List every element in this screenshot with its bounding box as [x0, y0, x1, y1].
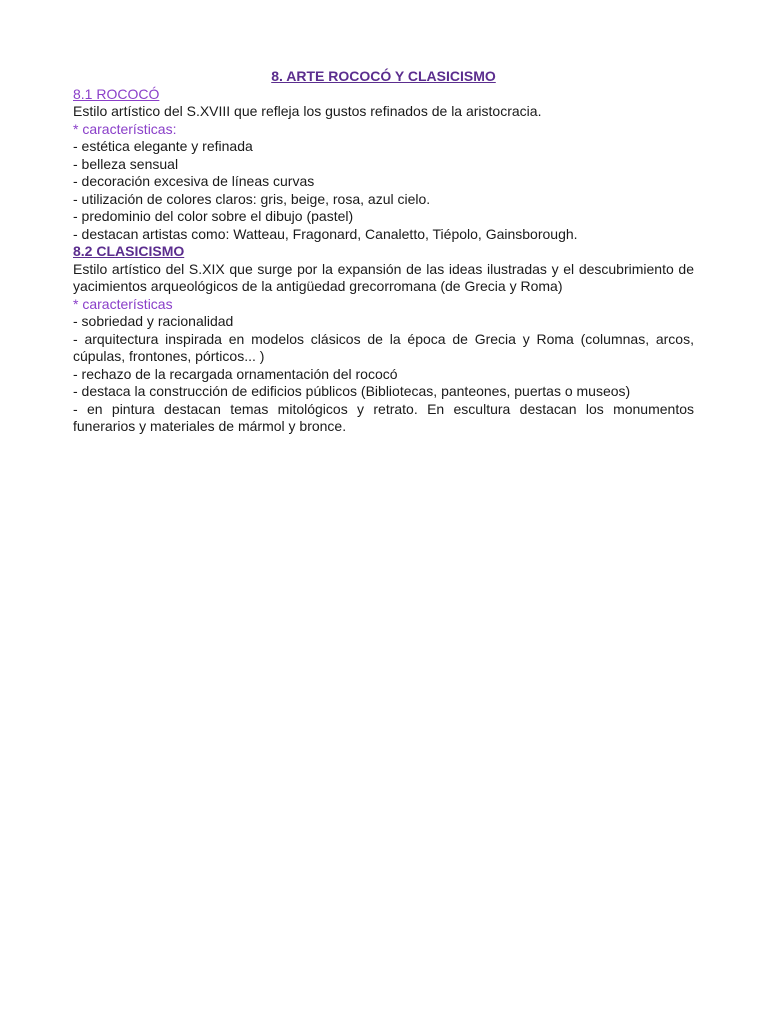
- section-heading-rococo: 8.1 ROCOCÓ: [73, 85, 160, 102]
- document-title: 8. ARTE ROCOCÓ Y CLASICISMO: [271, 68, 496, 84]
- clasicismo-characteristics-label: * características: [73, 295, 173, 312]
- list-item: - estética elegante y refinada: [73, 138, 253, 154]
- list-item: - arquitectura inspirada en modelos clásicos de la época de Grecia y Roma (columnas, arcos, cúpulas, frontones, pórticos... ): [73, 330, 694, 364]
- list-item: - utilización de colores claros: gris, beige, rosa, azul cielo.: [73, 190, 431, 207]
- section-rococo: [73, 86, 694, 244]
- list-item: - belleza sensual: [73, 155, 179, 172]
- list-item: - rechazo de la recargada ornamentación del rococó: [73, 365, 398, 382]
- list-item: - decoración excesiva de líneas curvas: [73, 173, 315, 189]
- section-clasicismo: [73, 243, 694, 436]
- rococo-intro: Estilo artístico del S.XVIII que refleja los gustos refinados de la aristocracia.: [73, 103, 542, 119]
- list-item: - destacan artistas como: Watteau, Fragonard, Canaletto, Tiépolo, Gainsborough.: [73, 225, 578, 242]
- list-item: - predominio del color sobre el dibujo (pastel): [73, 208, 354, 224]
- list-item: - en pintura destacan temas mitológicos y retrato. En escultura destacan los monumentos funerarios y materiales de mármol y bronce.: [73, 400, 694, 434]
- section-heading-clasicismo: 8.2 CLASICISMO: [73, 243, 185, 259]
- clasicismo-intro: Estilo artístico del S.XIX que surge por la expansión de las ideas ilustradas y el descubrimiento de yacimientos arqueológicos de la antigüedad grecorromana (de Grecia y Roma): [73, 260, 694, 294]
- rococo-characteristics-label: * características:: [73, 120, 177, 137]
- list-item: - destaca la construcción de edificios públicos (Bibliotecas, panteones, puertas o museos): [73, 383, 631, 399]
- list-item: - sobriedad y racionalidad: [73, 313, 234, 329]
